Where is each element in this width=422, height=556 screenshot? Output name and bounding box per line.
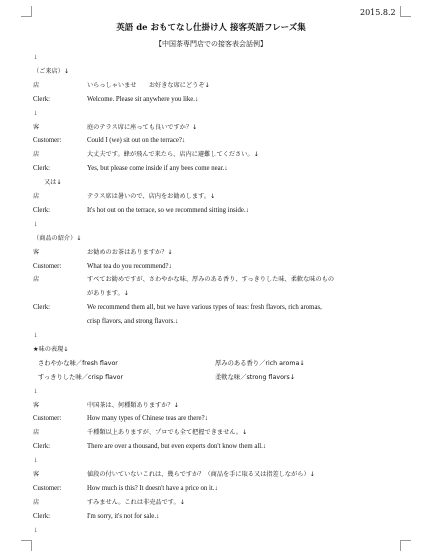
dialogue-text: How many types of Chinese teas are there?↓ <box>87 415 208 422</box>
dialogue-text: 庭のテラス席に座っても良いですか？↓ <box>87 124 198 131</box>
flavor-row <box>0 357 422 371</box>
japanese-line <box>0 273 422 287</box>
japanese-line <box>0 121 422 135</box>
section-heading <box>0 232 422 246</box>
paragraph-mark <box>0 385 422 399</box>
dialogue-text: すみません。これは非売品です。↓ <box>87 499 185 506</box>
dialogue-text: いらっしゃいませ お好きな席にどうぞ↓ <box>87 82 210 89</box>
speaker-label: Customer: <box>33 485 62 492</box>
dialogue-text: We recommend them all, but we have various types of teas: fresh flavors, rich aromas, <box>87 304 322 311</box>
section-heading-text: （ご来店）↓ <box>33 68 70 75</box>
japanese-line <box>0 287 422 301</box>
english-line <box>0 412 422 426</box>
flavor-term: 厚みのある香り／rich aroma↓ <box>215 360 305 367</box>
paragraph-mark-glyph: ↓ <box>33 110 39 117</box>
paragraph-mark <box>0 524 422 538</box>
flavor-term: すっきりした味／crisp flavor <box>38 374 124 381</box>
japanese-line <box>0 399 422 413</box>
speaker-label: Clerk: <box>33 443 50 450</box>
dialogue-text: Yes, but please come inside if any bees come near.↓ <box>87 165 228 172</box>
speaker-label: 店 <box>33 429 40 436</box>
dialogue-text: What tea do you recommend?↓ <box>87 263 172 270</box>
speaker-label: 客 <box>33 402 40 409</box>
speaker-label: Clerk: <box>33 513 50 520</box>
dialogue-text: お勧めのお茶はありますか？↓ <box>87 249 173 256</box>
alternative-note-text: 又は↓ <box>44 179 62 186</box>
speaker-label: Customer: <box>33 137 62 144</box>
english-line <box>0 204 422 218</box>
section-heading <box>0 343 422 357</box>
flavor-term: 柔軟な味／strong flavors↓ <box>215 374 296 381</box>
paragraph-mark <box>0 329 422 343</box>
japanese-line <box>0 426 422 440</box>
speaker-label: 客 <box>33 249 40 256</box>
paragraph-mark <box>0 107 422 121</box>
paragraph-mark-glyph: ↓ <box>33 221 39 228</box>
paragraph-mark <box>0 218 422 232</box>
document-title: 英語 de おもてなし仕掛け人 接客英語フレーズ集 <box>116 23 306 33</box>
dialogue-text: があります。↓ <box>87 290 129 297</box>
dialogue-text: It's hot out on the terrace, so we recommend sitting inside.↓ <box>87 207 250 214</box>
speaker-label: 客 <box>33 471 40 478</box>
english-line <box>0 440 422 454</box>
speaker-label: 店 <box>33 82 40 89</box>
paragraph-mark-glyph: ↓ <box>33 54 39 61</box>
alternative-note <box>0 176 422 190</box>
paragraph-mark <box>0 51 422 65</box>
japanese-line <box>0 190 422 204</box>
english-line <box>0 134 422 148</box>
page-margin-corner-bottom-right <box>400 540 411 551</box>
paragraph-mark-glyph: ↓ <box>33 527 39 534</box>
speaker-label: 店 <box>33 276 40 283</box>
speaker-label: 店 <box>33 193 40 200</box>
page-margin-corner-bottom-left <box>21 540 32 551</box>
english-line <box>0 301 422 315</box>
japanese-line <box>0 468 422 482</box>
english-line <box>0 260 422 274</box>
english-line <box>0 482 422 496</box>
speaker-label: Clerk: <box>33 96 50 103</box>
speaker-label: Customer: <box>33 263 62 270</box>
japanese-line <box>0 79 422 93</box>
dialogue-text: テラス席は暑いので、店内をお勧めします。↓ <box>87 193 216 200</box>
paragraph-mark-glyph: ↓ <box>33 332 39 339</box>
japanese-line <box>0 148 422 162</box>
speaker-label: Clerk: <box>33 304 50 311</box>
paragraph-mark-glyph: ↓ <box>33 457 39 464</box>
speaker-label: Clerk: <box>33 207 50 214</box>
dialogue-text: Welcome. Please sit anywhere you like.↓ <box>87 96 199 103</box>
speaker-label: Customer: <box>33 415 62 422</box>
section-heading-text: ★味の表現↓ <box>33 346 69 353</box>
dialogue-text: 千種類以上ありますが、プロでも全て把握できません。↓ <box>87 429 248 436</box>
section-heading-text: （商品の紹介）↓ <box>33 235 82 242</box>
dialogue-text: 値段の付いていないこれは、幾らですか？（商品を手に取る又は指差しながら）↓ <box>87 471 315 478</box>
english-line <box>0 510 422 524</box>
dialogue-text: 中国茶は、何種類ありますか？↓ <box>87 402 179 409</box>
flavor-term: さわやかな味／fresh flavor <box>38 360 118 367</box>
document-date: 2015.8.2 <box>360 8 396 17</box>
paragraph-mark-glyph: ↓ <box>33 388 39 395</box>
dialogue-text: Could I (we) sit out on the terrace?↓ <box>87 137 186 144</box>
flavor-row <box>0 371 422 385</box>
document-subtitle: 【中国茶専門店での接客表会話例】 <box>155 40 267 48</box>
english-line <box>0 162 422 176</box>
dialogue-text: How much is this? It doesn't have a price on it.↓ <box>87 485 218 492</box>
paragraph-mark <box>0 454 422 468</box>
page-margin-corner-top-right <box>400 6 411 17</box>
page-margin-corner-top-left <box>21 6 32 17</box>
speaker-label: 店 <box>33 151 40 158</box>
speaker-label: Clerk: <box>33 165 50 172</box>
japanese-line <box>0 246 422 260</box>
dialogue-text: 大丈夫です。蜂が飛んで来たら、店内に避難してください。↓ <box>87 151 259 158</box>
dialogue-text: There are over a thousand, but even experts don't know them all.↓ <box>87 443 267 450</box>
section-heading <box>0 65 422 79</box>
japanese-line <box>0 496 422 510</box>
english-line <box>0 315 422 329</box>
dialogue-text: すべてお勧めですが、さわやかな味、厚みのある香り、すっきりした味、柔軟な味のもの <box>87 276 335 283</box>
dialogue-text: I'm sorry, it's not for sale.↓ <box>87 513 160 520</box>
speaker-label: 店 <box>33 499 40 506</box>
dialogue-text: crisp flavors, and strong flavors.↓ <box>87 318 179 325</box>
english-line <box>0 93 422 107</box>
speaker-label: 客 <box>33 124 40 131</box>
